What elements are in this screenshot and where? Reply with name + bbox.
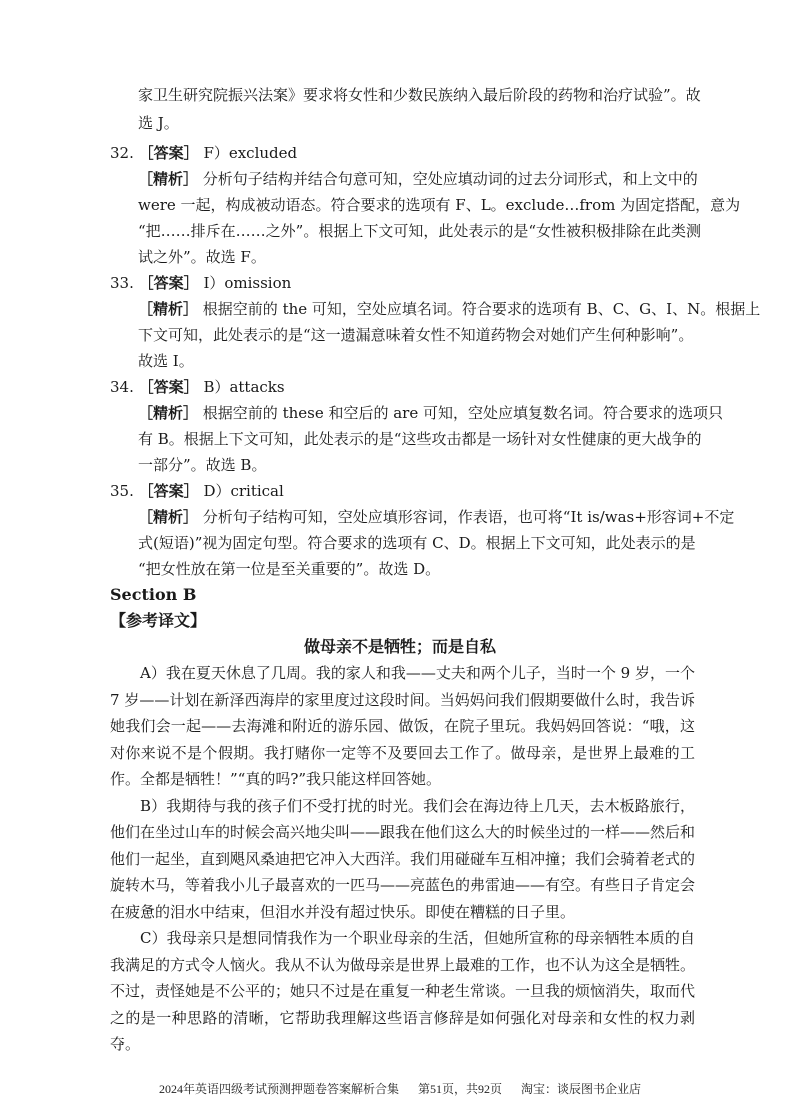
question-number: 33.: [110, 274, 134, 292]
analysis-line: were 一起，构成被动语态。符合要求的选项有 F、L。exclude…from 为固定搭配，意为: [138, 196, 741, 214]
answer-tag: ［答案］: [138, 144, 199, 162]
reference-translation-label: 【参考译文】: [110, 611, 207, 630]
continued-text-line: 选 J。: [138, 114, 179, 132]
footer-collection: 2024年英语四级考试预测押题卷答案解析合集: [158, 1082, 399, 1096]
analysis-text: 分析句子结构并结合句意可知，空处应填动词的过去分词形式，和上文中的: [202, 170, 698, 188]
analysis-text: 根据空前的 the 可知，空处应填名词。符合要求的选项有 B、C、G、I、N。根据上: [202, 300, 761, 318]
question-number: 34.: [110, 378, 134, 396]
question-number: 35.: [110, 482, 134, 500]
analysis-line: 故选 I。: [138, 352, 194, 370]
analysis-line: [138, 400, 723, 426]
analysis-line: “把女性放在第一位是至关重要的”。故选 D。: [138, 560, 441, 578]
analysis-line: [138, 504, 734, 530]
analysis-line: 试之外”。故选 F。: [138, 248, 266, 266]
answer-tag: ［答案］: [138, 274, 199, 292]
answer-value: I）omission: [203, 274, 292, 292]
analysis-text: 根据空前的 these 和空后的 are 可知，空处应填复数名词。符合要求的选项只: [202, 404, 724, 422]
analysis-line: “把……排斥在……之外”。根据上下文可知，此处表示的是“女性被积极排除在此类测: [138, 222, 702, 240]
answer-row-32: [110, 140, 297, 166]
page-footer: [0, 1080, 800, 1098]
answer-value: B）attacks: [203, 378, 285, 396]
answer-tag: ［答案］: [138, 378, 199, 396]
answer-row-35: [110, 478, 284, 504]
analysis-line: 有 B。根据上下文可知，此处表示的是“这些攻击都是一场针对女性健康的更大战争的: [138, 430, 702, 448]
analysis-text: 分析句子结构可知，空处应填形容词，作表语，也可将“It is/was+形容词+不定: [202, 508, 735, 526]
analysis-tag: ［精析］: [138, 508, 199, 526]
analysis-tag: ［精析］: [138, 300, 199, 318]
continued-text-line: 家卫生研究院振兴法案》要求将女性和少数民族纳入最后阶段的药物和治疗试验”。故: [138, 86, 701, 104]
analysis-tag: ［精析］: [138, 170, 199, 188]
analysis-line: [138, 166, 698, 192]
article-title: 做母亲不是牺牲；而是自私: [303, 637, 496, 656]
answer-row-33: [110, 270, 291, 296]
paragraph: C）我母亲只是想同情我作为一个职业母亲的生活，但她所宣称的母亲牺牲本质的自我满足的方式令人恼火。我从不认为做母亲是世界上最难的工作，也不认为这全是牺牲。不过，责怪她是不公平的；她只不过是在重复一种老生常谈。一旦我的烦恼消失，取而代之的是一种思路的清晰，它帮助我理解这些语言修辞是如何强化对母亲和女性的权力剥夺。: [110, 929, 696, 1053]
analysis-line: 下文可知，此处表示的是“这一遗漏意味着女性不知道药物会对她们产生何种影响”。: [138, 326, 694, 344]
analysis-line: [138, 296, 760, 322]
analysis-line: 一部分”。故选 B。: [138, 456, 267, 474]
answer-row-34: [110, 374, 285, 400]
answer-tag: ［答案］: [138, 482, 199, 500]
footer-page-number: 第51页，共92页: [417, 1082, 502, 1096]
paragraph: B）我期待与我的孩子们不受打扰的时光。我们会在海边待上几天，去木板路旅行，他们在坐过山车的时候会高兴地尖叫——跟我在他们这么大的时候坐过的一样——然后和他们一起坐，直到飓风桑迪把它冲入大西洋。我们用碰碰车互相冲撞；我们会骑着老式的旋转木马，等着我小儿子最喜欢的一匹马——亮蓝色的弗雷迪——有空。有些日子肯定会在疲惫的泪水中结束，但泪水并没有超过快乐。即使在糟糕的日子里。: [110, 796, 696, 921]
section-heading: Section B: [110, 585, 197, 604]
analysis-tag: ［精析］: [138, 404, 199, 422]
footer-shop: 淘宝：谈辰图书企业店: [521, 1082, 642, 1096]
paragraph: A）我在夏天休息了几周。我的家人和我——丈夫和两个儿子，当时一个 9 岁，一个 7 岁——计划在新泽西海岸的家里度过这段时间。当妈妈问我们假期要做什么时，我告诉她我们会一起——去海滩和附近的游乐园、做饭，在院子里玩。我妈妈回答说：“哦，这对你来说不是个假期。我打赌你一定等不及要回去工作了。做母亲，是世界上最难的工作。全都是牺牲！”“真的吗?”我只能这样回答她。: [110, 664, 695, 788]
analysis-line: 式(短语)”视为固定句型。符合要求的选项有 C、D。根据上下文可知，此处表示的是: [138, 534, 696, 552]
question-number: 32.: [110, 144, 134, 162]
translation-body: [110, 660, 695, 1058]
answer-value: D）critical: [203, 482, 284, 500]
answer-value: F）excluded: [203, 144, 298, 162]
